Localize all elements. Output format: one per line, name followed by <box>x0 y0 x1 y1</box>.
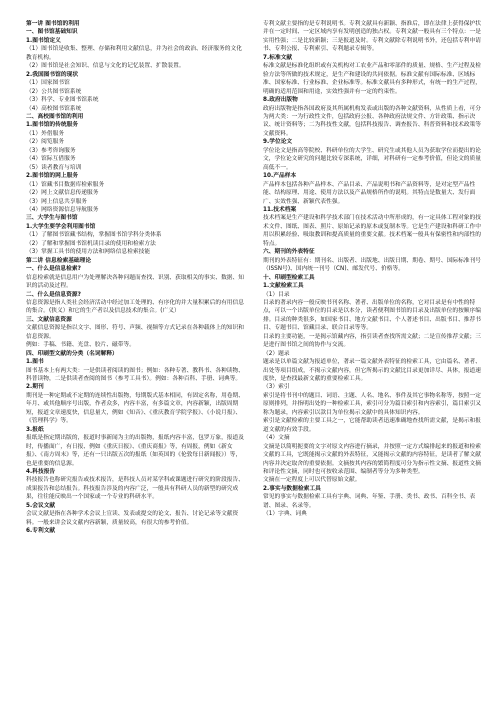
paragraph: （4）高校图书馆系统 <box>26 105 82 112</box>
section-heading: 4.科技报告 <box>26 469 56 476</box>
paragraph: （3）参考咨询服务 <box>26 147 76 154</box>
paragraph: 产品样本包括各种产品样本、产品目录、产品说明书和产品资料等，是对定型产品性能、结构原理、用途、使用方法以及产品规格所作的说明。其特点是数量大、发行面广、实效性强、新颖代表性强。 <box>263 181 476 205</box>
paragraph: 文摘是以简明扼要的文字对原文内容进行摘录，并按照一定方式编排起来的报道和检索文献的工具，它既能揭示文献的外表特征，又能揭示文献的内容特征，是读者了解文献内容并决定取舍的重要依据。文摘按其内容的繁简程度可分为指示性文摘、报道性文摘和评论性文摘，同时也可按收录范围、编制者等分为多种类型。 <box>263 443 482 476</box>
section-heading: 11.技术档案 <box>263 206 297 213</box>
section-heading: 十、印刷型检索工具 <box>263 274 315 281</box>
section-heading: 三、文献信息资源 <box>26 316 72 323</box>
paragraph: （3）网上信息共享服务 <box>26 198 88 205</box>
section-heading: 二、什么是信息资源? <box>26 291 81 298</box>
paragraph: 信息检索就是信息用户为处理解决各种问题而查找、识别、获取相关的事实、数据、知识的活动及过程。 <box>26 274 245 290</box>
paragraph: 目录的主要功能，一是揭示馆藏内容，指引读者查找所需文献；二是宣传推荐文献；三是进行图书馆之间的协作与交流。 <box>263 333 482 349</box>
paragraph: （2）了解和掌握图书馆机读目录的使用和检索方法 <box>26 240 156 247</box>
section-heading: 六、期刊的外表特征 <box>263 249 315 256</box>
paragraph: （4）网络资源信息导航服务 <box>26 206 99 213</box>
paragraph: （2）网上文献信息传递服务 <box>26 190 99 197</box>
paragraph: 标准文献是标准化组织或有关机构对工农业产品和零部件的质量、规格、生产过程及检验方法等所做的技术规定，是生产和建设的共同依据。标准文献有国际标准、区域标准、国家标准、行业标准、企业标准等。标准文献具有多种形式，有统一的生产过程，明确的适用范围和用途，实效性强并有一定的约束性。 <box>263 63 482 95</box>
paragraph: 索引是文献检索的主要工具之一，它能帮助读者迅速准确地查找所需文献，是揭示和报道文献的有效手段。 <box>263 418 482 433</box>
section-heading: 1.图书 <box>26 359 44 366</box>
section-heading: 第二讲 信息检索基础理论 <box>26 257 92 264</box>
section-heading: 2.期刊 <box>26 384 44 391</box>
paragraph: （1）馆藏书目数据库检索服务 <box>26 181 105 188</box>
section-heading: 第一讲 图书馆的利用 <box>26 21 80 27</box>
paragraph: （1）国家图书馆 <box>26 80 70 87</box>
paragraph: （4）文摘 <box>263 435 290 442</box>
paragraph: （2）公共图书馆系统 <box>26 88 82 95</box>
paragraph: 目录的著录内容一般反映书刊名称、著者、出版单位的名称，它对目录是有中性的特点，可以一个出版单位的目录是以本分，读者便利图书馆的目录及出版单位的按顺序编排。目录的种类很多，如国家书目、地方文献书目、个人著述书目、出版书目、推荐书目、专题书目、馆藏目录、联合目录等等。 <box>263 299 482 332</box>
section-heading: 3.报纸 <box>26 426 44 433</box>
left-column <box>26 20 245 694</box>
paragraph: 会议文献是指在各种学术会议上宣读、发表或提交的论文、报告、讨论记录等文献资料。一般来讲会议文献内容新颖，质量较高，有很大的参考价值。 <box>26 511 239 526</box>
section-heading: 9.学位论文 <box>263 139 293 146</box>
section-heading: 6.专利文献 <box>26 528 56 535</box>
paragraph: 学位论文是指高等院校、科研单位的大学生、研究生或其他人员为获取学位而提出的论文，学位论文研究的问题比较专深系统，详细，对科研有一定参考价值，但论文的质量高低不一。 <box>263 147 482 171</box>
section-heading: 1.大学生要学会利用图书馆 <box>26 223 96 230</box>
paragraph: （2）题录 <box>263 350 290 357</box>
section-heading: 7.标准文献 <box>263 54 293 61</box>
paragraph: （2）阅览服务 <box>26 139 65 146</box>
paragraph: （1）目录 <box>263 291 290 298</box>
paragraph: 文献信息资源是指以文字、图形、符号、声频、视频等方式记录在各种载体上的知识和信息资源。 <box>26 325 245 340</box>
section-heading: 1.图书馆的传统服务 <box>26 122 79 129</box>
paragraph: （2）图书馆是社会知识、信息与文化的记忆装置、扩散装置。 <box>26 63 185 70</box>
paragraph: （1）外借服务 <box>26 130 65 137</box>
section-heading: 四、印刷型文献的分类（名词解释） <box>26 350 118 357</box>
section-heading: 1.图书馆定义 <box>26 37 61 44</box>
paragraph: （1）字典、词典 <box>263 511 307 518</box>
paragraph: 例如：手稿、书籍、光盘、胶片、磁带等。 <box>26 342 136 349</box>
section-heading: 二、高校图书馆的利用 <box>26 113 84 120</box>
paragraph: 期刊的外表特征有：期刊名、出版者、出版地、出版日期、期卷、期号、国际标准刊号（ISSN号)、国内统一刊号（CN)、邮发代号、价格等。 <box>263 257 482 273</box>
section-heading: 5.会议文献 <box>26 502 56 509</box>
section-heading: 1.文献检索工具 <box>263 283 304 290</box>
section-heading: 8.政府出版物 <box>263 97 298 104</box>
paragraph: （3）科学、专业图书馆系统 <box>26 97 99 104</box>
paragraph: （3）掌握工具书的使用方法和网络信息检索技能 <box>26 249 151 256</box>
paragraph: （1）图书馆是收集、整理、存储和利用文献信息，并为社会的政治、经济服务的文化教育机构。 <box>26 46 242 61</box>
paragraph: 政府出版物是指各国政府及其所属机构发表或出版的各种文献资料，从性质上看，可分为两大类：一为行政性文件，包括政府公报、各种政府法规文件、方针政策、指示决议、统计资料等；二为科技性文献，包括科技报告、调查报告、科普资料和技术政策等文献资料。 <box>263 105 482 137</box>
paragraph: 信息资源是指人类社会经济活动中经过加工处理的、有序化的并大量积累后的有用信息的集合。(狭义）和它的生产者以及信息技术的集合。(广义） <box>26 299 245 315</box>
paragraph: （3）索引 <box>263 384 290 391</box>
right-column <box>263 20 482 694</box>
section-heading: 2.我国图书馆的现状 <box>26 71 79 78</box>
paragraph: 文摘在一定程度上可以代替原始文献。 <box>263 477 361 484</box>
paragraph: 索引是将书刊中的题目、词语、主题、人名、地名、事件及其它事物名称等，按照一定原则排列，并指明出处的一种检索工具，索引可分为篇目索引和内容索引，篇目索引又称为题录，内容索引以款目为单位揭示文献中的具体知识内容。 <box>263 392 482 416</box>
paragraph: 专利文献主要指的是专利说明书。专利文献具有新颖、指准后，即在法律上获得保护状并在一定时间、一定区域内享有发明创造的独占权。专利文献一般具有三个特点：一是实用性强；二是比较新颖；三是报道及时。专利文献除专利说明书外，还包括专利申请书、专利公报、专利索引、专利题录专辑等。 <box>263 21 482 53</box>
section-heading: 10.产品样本 <box>263 173 297 180</box>
paragraph: （4）馆际互借服务 <box>26 156 76 163</box>
paragraph: 常见的事实与数据检索工具有字典、词典、年鉴、手册、类书、政书、百科全书、表谱、图录、名录等。 <box>263 494 476 509</box>
paragraph: 题录是以单篇文献为报道单位，著录一篇文献外表特征的检索工具，它由篇名、著者、出处等项目组成，不揭示文献内容，但它所揭示的文献比目录更加详尽、具体，报道速度快，是查找最新文献的重要检索工具。 <box>263 359 482 383</box>
section-heading: 三、大学生与图书馆 <box>26 215 78 222</box>
paragraph: （1）了解图书馆藏书结构，掌握图书馆学科分类体系 <box>26 232 162 239</box>
paragraph: （5）读者教育与培训 <box>26 164 82 171</box>
section-heading: 一、图书馆基础知识 <box>26 29 78 36</box>
paragraph: 技术档案是生产建设和科学技术部门在技术活动中所形成的，有一定具体工程对象的技术文件、图纸、图表、照片、原始记录的原本或复制本等。它是生产建设和科研工作中用以积累经验、吸取教训和提高质量的重要文献。技术档案一般具有保密性和内部性的特点。 <box>263 215 482 247</box>
paragraph: 图书基本上有两大类：一是供读者阅读的图书；例如：各种专著、教科书、各种读物、科普读物，二是供读者查阅的图书（参考工具书）。例如：各种百科、手册、词典等。 <box>26 367 245 383</box>
section-heading: 2.图书馆的网上服务 <box>26 173 79 180</box>
section-heading: 一、什么是信息检索? <box>26 266 81 273</box>
paragraph: 期刊是一种定期或不定期的连续性出版物，每期版式基本相同，有固定名称，用卷期、年月、或其他顺序号出版，作者众多，内容丰富，有多篇文章，内容新颖，出版周期短，报道文章速度快，信息量大，例如《知音》、《重庆教育学院学报》、《小说月报》、《管理科学》等。 <box>26 392 245 425</box>
paragraph: 科技报告也称研究报告或技术报告，是科技人员对某学科或课题进行研究的阶段报告、成果报告和总结报告。科技报告涉及的内容广泛，一般具有科研人员的新型的研究成果，往往能反映出一个国家或一个专业的科研水平。 <box>26 477 245 501</box>
paragraph: 报纸是指定期出版的，报道时事新闻为主的出版物，报纸内容丰富，包罗万象，报道及时，传播面广，有日报、例如《重庆日报》、《重庆商报》等，有周报，例如《新女报》、《南方周末》等，还有一只出版五次的报纸（如英国的《伦敦每日新闻报》）等，也是重要的信息源。 <box>26 435 245 467</box>
section-heading: 2.事实与数据检索工具 <box>263 485 321 492</box>
